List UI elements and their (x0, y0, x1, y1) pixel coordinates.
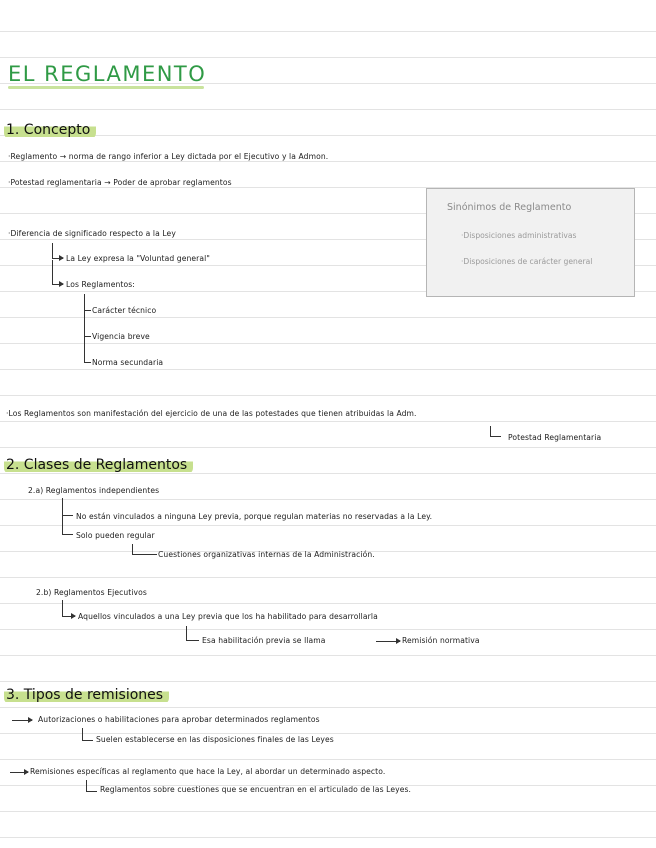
arrow-icon (56, 258, 63, 259)
classes-line-a1: No están vinculados a ninguna Ley previa, porque regulan materias no reservadas a la Ley. (76, 512, 433, 521)
classes-line-a2: Solo pueden regular (76, 531, 155, 540)
section-3-heading: 3. Tipos de remisiones (4, 686, 169, 704)
arrow-icon (376, 641, 400, 642)
concept-line-1: ·Reglamento → norma de rango inferior a Ley dictada por el Ejecutivo y la Admon. (8, 152, 329, 161)
arrow-icon (12, 720, 32, 721)
synonym-item-1: ·Disposiciones administrativas (461, 231, 577, 240)
concept-line-8: Norma secundaria (92, 358, 164, 367)
classes-line-a: 2.a) Reglamentos independientes (28, 486, 160, 495)
classes-line-b2: Esa habilitación previa se llama (202, 636, 326, 645)
concept-line-7: Vigencia breve (92, 332, 150, 341)
page-title: EL REGLAMENTO (8, 62, 207, 86)
concept-line-5: Los Reglamentos: (66, 280, 135, 289)
branch-connector (490, 426, 501, 437)
classes-line-b3: Remisión normativa (402, 636, 480, 645)
arrow-icon (66, 616, 75, 617)
synonyms-title: Sinónimos de Reglamento (447, 202, 572, 213)
concept-line-3: ·Diferencia de significado respecto a la Ley (8, 229, 176, 238)
remission-line-2: Suelen establecerse en las disposiciones finales de las Leyes (96, 735, 334, 744)
branch-connector (132, 544, 157, 555)
classes-line-b: 2.b) Reglamentos Ejecutivos (36, 588, 147, 597)
section-1-heading: 1. Concepto (4, 121, 96, 139)
concept-line-4: La Ley expresa la "Voluntad general" (66, 254, 210, 263)
classes-line-b1: Aquellos vinculados a una Ley previa que los ha habilitado para desarrollarla (78, 612, 378, 621)
branch-connector (82, 728, 93, 741)
concept-line-2: ·Potestad reglamentaria → Poder de aprobar reglamentos (8, 178, 232, 187)
branch-connector (62, 498, 73, 535)
remission-line-1: Autorizaciones o habilitaciones para aprobar determinados reglamentos (38, 715, 320, 724)
branch-connector (84, 294, 91, 363)
arrow-icon (56, 284, 63, 285)
remission-line-3: Remisiones específicas al reglamento que hace la Ley, al abordar un determinado aspecto. (30, 767, 386, 776)
concept-line-6: Carácter técnico (92, 306, 157, 315)
concept-line-10: Potestad Reglamentaria (508, 433, 602, 442)
branch-connector (186, 626, 199, 641)
section-2-heading: 2. Clases de Reglamentos (4, 456, 193, 474)
branch-connector (86, 780, 97, 792)
title-underline (8, 86, 204, 89)
remission-line-4: Reglamentos sobre cuestiones que se encuentran en el articulado de las Leyes. (100, 785, 412, 794)
classes-line-a3: Cuestiones organizativas internas de la Administración. (158, 550, 375, 559)
synonym-item-2: ·Disposiciones de carácter general (461, 257, 593, 266)
concept-line-9: ·Los Reglamentos son manifestación del ejercicio de una de las potestades que tienen atribuidas la Adm. (6, 409, 417, 418)
synonyms-box (426, 188, 635, 297)
arrow-icon (10, 772, 28, 773)
